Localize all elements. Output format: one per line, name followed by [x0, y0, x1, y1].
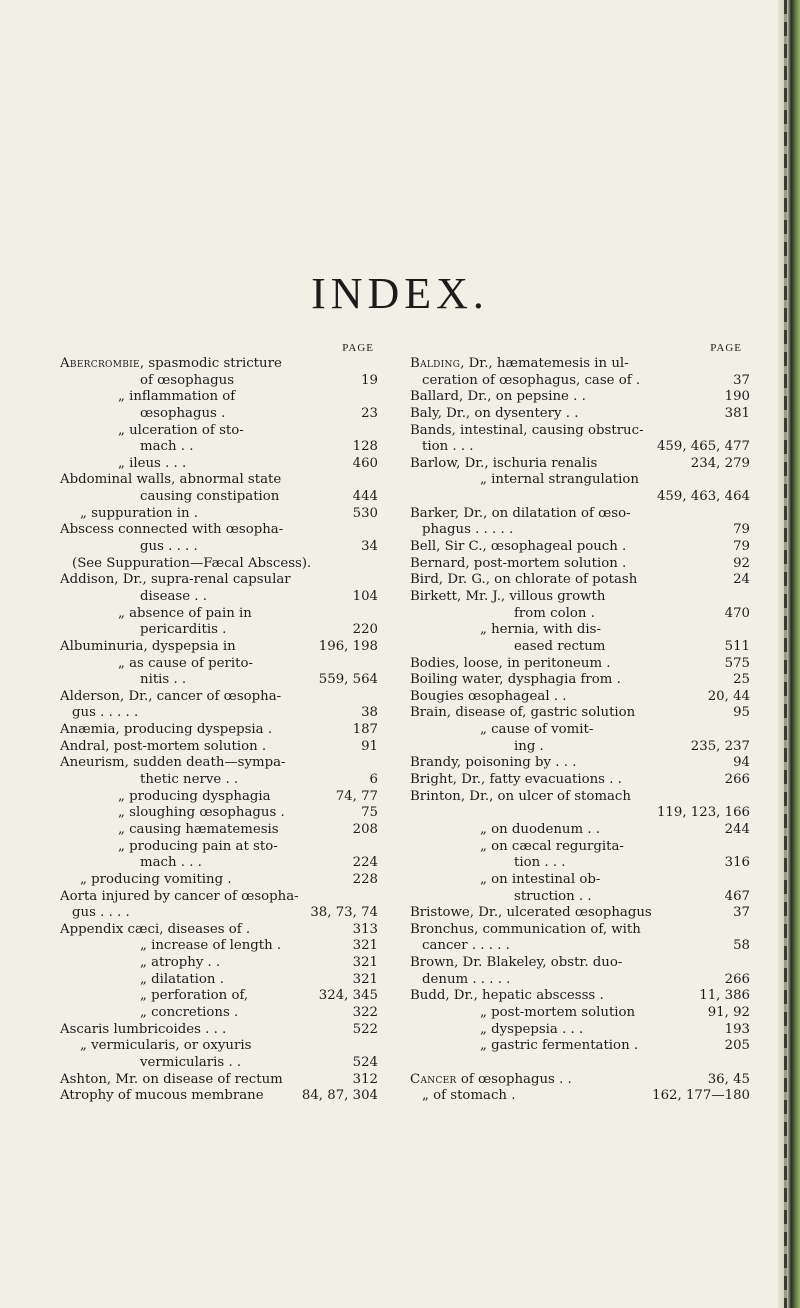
entry-text: Abdominal walls, abnormal state: [60, 472, 282, 488]
index-entry: [410, 656, 750, 673]
index-entry: [410, 722, 750, 739]
index-entry: [60, 755, 378, 772]
entry-text: ing .: [514, 738, 544, 754]
entry-text: Aneurism, sudden death—sympa-: [60, 755, 286, 771]
entry-text: „ suppuration in .: [80, 505, 199, 521]
index-entry: [60, 889, 378, 906]
entry-text: Bands, intestinal, causing obstruc-: [410, 422, 644, 438]
index-entry: [60, 406, 378, 423]
index-entry: [60, 705, 378, 722]
left-entries: [60, 356, 378, 1105]
entry-page-number: 104: [352, 588, 378, 604]
entry-text: disease . .: [140, 588, 207, 604]
entry-page-number: 460: [352, 455, 378, 471]
entry-text: Bronchus, communication of, with: [410, 921, 641, 937]
index-entry: [410, 905, 750, 922]
index-entry: [410, 606, 750, 623]
entry-page-number: 34: [361, 539, 378, 555]
entry-page-number: 94: [733, 755, 750, 771]
index-entry: [410, 889, 750, 906]
index-entry: [60, 656, 378, 673]
entry-text: Alderson, Dr., cancer of œsopha-: [60, 688, 282, 704]
entry-text: tion . . .: [422, 439, 474, 455]
index-entry: [60, 572, 378, 589]
index-entry: [410, 373, 750, 390]
entry-text: Abscess connected with œsopha-: [60, 522, 284, 538]
entry-text: Bell, Sir C., œsophageal pouch .: [410, 539, 627, 555]
index-entry: [410, 772, 750, 789]
entry-text: „ internal strangulation: [480, 472, 639, 488]
index-entry: [410, 539, 750, 556]
index-entry: [410, 522, 750, 539]
index-entry: [410, 872, 750, 889]
entry-text: „ of stomach .: [422, 1088, 516, 1104]
entry-text: of œsophagus: [140, 372, 235, 388]
entry-text: Barker, Dr., on dilatation of œso-: [410, 505, 631, 521]
entry-text: Brandy, poisoning by . . .: [410, 755, 577, 771]
entry-text: Cancer of œsophagus . .: [410, 1071, 572, 1087]
index-entry: [410, 922, 750, 939]
index-entry: [410, 1072, 750, 1089]
index-entry: [60, 489, 378, 506]
entry-text: gus . . . .: [72, 905, 130, 921]
entry-text: „ ileus . . .: [118, 455, 187, 471]
index-entry: [60, 522, 378, 539]
entry-page-number: 313: [352, 921, 378, 937]
entry-text: Ascaris lumbricoides . . .: [60, 1021, 227, 1037]
index-entry: [410, 988, 750, 1005]
index-entry: [410, 805, 750, 822]
index-entry: [60, 439, 378, 456]
entry-text: Addison, Dr., supra-renal capsular: [60, 572, 291, 588]
index-entry: [60, 905, 378, 922]
index-entry: [410, 639, 750, 656]
index-entry: [60, 872, 378, 889]
entry-text: causing constipation: [140, 489, 280, 505]
index-entry: [410, 622, 750, 639]
entry-text: „ increase of length .: [140, 938, 282, 954]
index-entry: [410, 855, 750, 872]
entry-text: „ producing dysphagia: [118, 788, 271, 804]
entry-page-number: 190: [724, 389, 750, 405]
index-entry: [410, 356, 750, 373]
entry-page-number: 91, 92: [707, 1004, 750, 1020]
index-entry: [410, 406, 750, 423]
entry-text: Bodies, loose, in peritoneum .: [410, 655, 611, 671]
entry-page-number: 38, 73, 74: [310, 905, 378, 921]
entry-text: Balding, Dr., hæmatemesis in ul-: [410, 356, 629, 371]
entry-text: Ashton, Mr. on disease of rectum: [60, 1071, 283, 1087]
entry-page-number: 128: [352, 439, 378, 455]
entry-page-number: 74, 77: [335, 788, 378, 804]
page-title: INDEX.: [311, 269, 489, 318]
entry-text: Birkett, Mr. J., villous growth: [410, 588, 606, 604]
entry-page-number: 322: [352, 1004, 378, 1020]
entry-text: Bristowe, Dr., ulcerated œsophagus: [410, 905, 652, 921]
entry-text: Barlow, Dr., ischuria renalis: [410, 455, 598, 471]
index-entry: [60, 356, 378, 373]
entry-text: from colon .: [514, 605, 595, 621]
entry-text: vermicularis . .: [140, 1054, 242, 1070]
entry-text: nitis . .: [140, 672, 187, 688]
index-entry: [60, 789, 378, 806]
entry-text: Bright, Dr., fatty evacuations . .: [410, 772, 622, 788]
entry-text: Brinton, Dr., on ulcer of stomach: [410, 788, 631, 804]
entry-text: „ dyspepsia . . .: [480, 1021, 584, 1037]
index-entry: [410, 755, 750, 772]
entry-text: gus . . . .: [140, 539, 198, 555]
index-entry: [60, 855, 378, 872]
entry-text: Albuminuria, dyspepsia in: [60, 638, 236, 654]
index-entry: [60, 639, 378, 656]
entry-page-number: 79: [733, 522, 750, 538]
entry-text: „ absence of pain in: [118, 605, 252, 621]
entry-text: (See Suppuration—Fæcal Abscess).: [72, 555, 312, 571]
index-entry: [410, 672, 750, 689]
entry-page-number: 25: [733, 672, 750, 688]
index-entry: [410, 506, 750, 523]
entry-text: Brain, disease of, gastric solution: [410, 705, 636, 721]
entry-page-number: 321: [352, 971, 378, 987]
index-entry: [60, 1005, 378, 1022]
entry-page-number: 511: [724, 638, 750, 654]
entry-text: Atrophy of mucous membrane: [60, 1088, 264, 1104]
index-entry: [410, 1005, 750, 1022]
entry-page-number: 524: [352, 1054, 378, 1070]
index-entry: [60, 938, 378, 955]
entry-text: thetic nerve . .: [140, 772, 239, 788]
entry-text: „ causing hæmatemesis: [118, 821, 279, 837]
index-entry: [60, 423, 378, 440]
entry-page-number: 11, 386: [699, 988, 750, 1004]
entry-page-number: 575: [724, 655, 750, 671]
index-entry: [60, 689, 378, 706]
entry-text: „ hernia, with dis-: [480, 622, 601, 638]
index-entry: [410, 389, 750, 406]
index-entry: [410, 1055, 750, 1072]
entry-page-number: 91: [361, 738, 378, 754]
entry-page-number: 381: [724, 405, 750, 421]
index-entry: [60, 556, 378, 573]
index-entry: [60, 456, 378, 473]
entry-page-number: 470: [724, 605, 750, 621]
entry-page-number: 234, 279: [690, 455, 750, 471]
index-entry: [410, 789, 750, 806]
entry-headword: Abercrombie: [60, 356, 140, 371]
entry-text: „ dilatation .: [140, 971, 224, 987]
entry-page-number: 266: [724, 772, 750, 788]
entry-page-number: 193: [724, 1021, 750, 1037]
index-entry: [60, 389, 378, 406]
entry-page-number: 244: [724, 821, 750, 837]
index-entry: [410, 589, 750, 606]
entry-page-number: 266: [724, 971, 750, 987]
entry-text: gus . . . . .: [72, 705, 139, 721]
entry-page-number: 37: [733, 905, 750, 921]
entry-text: „ sloughing œsophagus .: [118, 805, 285, 821]
index-entry: [60, 739, 378, 756]
entry-page-number: 37: [733, 372, 750, 388]
entry-text: „ producing pain at sto-: [118, 838, 278, 854]
page-column-label: PAGE: [710, 342, 742, 354]
index-entry: [60, 988, 378, 1005]
index-entry: [410, 955, 750, 972]
index-entry: [410, 1088, 750, 1105]
entry-page-number: 19: [361, 372, 378, 388]
index-entry: [410, 839, 750, 856]
left-column: [60, 340, 378, 1105]
entry-text: tion . . .: [514, 855, 566, 871]
index-entry: [410, 739, 750, 756]
index-entry: [410, 456, 750, 473]
entry-text: „ on intestinal ob-: [480, 871, 601, 887]
entry-page-number: 187: [352, 722, 378, 738]
entry-text: mach . .: [140, 439, 194, 455]
index-entry: [410, 423, 750, 440]
index-entry: [60, 955, 378, 972]
entry-text: ceration of œsophagus, case of .: [422, 372, 641, 388]
entry-text: phagus . . . . .: [422, 522, 514, 538]
index-entry: [60, 373, 378, 390]
index-entry: [410, 439, 750, 456]
entry-page-number: 530: [352, 505, 378, 521]
entry-page-number: 467: [724, 888, 750, 904]
entry-page-number: 459, 463, 464: [656, 489, 750, 505]
entry-text: Anæmia, producing dyspepsia .: [60, 722, 273, 738]
entry-text: Abercrombie, spasmodic stricture: [60, 356, 282, 371]
entry-headword: Cancer: [410, 1071, 457, 1087]
entry-text: Bird, Dr. G., on chlorate of potash: [410, 572, 638, 588]
entry-page-number: 321: [352, 955, 378, 971]
entry-page-number: 119, 123, 166: [656, 805, 750, 821]
entry-text: pericarditis .: [140, 622, 227, 638]
entry-text: eased rectum: [514, 638, 606, 654]
entry-text: œsophagus .: [140, 405, 226, 421]
entry-page-number: 38: [361, 705, 378, 721]
entry-text: mach . . .: [140, 855, 202, 871]
entry-page-number: 459, 465, 477: [656, 439, 750, 455]
entry-page-number: 316: [724, 855, 750, 871]
entry-text: „ ulceration of sto-: [118, 422, 244, 438]
entry-text: denum . . . . .: [422, 971, 511, 987]
entry-page-number: 324, 345: [318, 988, 378, 1004]
index-entry: [60, 606, 378, 623]
index-entry: [410, 689, 750, 706]
index-entry: [60, 589, 378, 606]
index-entry: [60, 722, 378, 739]
index-entry: [60, 972, 378, 989]
entry-text: „ cause of vomit-: [480, 722, 594, 738]
entry-text: „ on cæcal regurgita-: [480, 838, 624, 854]
entry-page-number: 6: [369, 772, 378, 788]
index-entry: [60, 822, 378, 839]
entry-text: „ perforation of,: [140, 988, 249, 1004]
index-entry: [60, 1055, 378, 1072]
entry-text: Baly, Dr., on dysentery . .: [410, 405, 579, 421]
index-entry: [410, 972, 750, 989]
entry-text: „ atrophy . .: [140, 955, 221, 971]
index-entry: [410, 556, 750, 573]
right-entries: [410, 356, 750, 1105]
entry-headword: Balding: [410, 356, 461, 371]
entry-text: Aorta injured by cancer of œsopha-: [60, 888, 299, 904]
entry-page-number: 58: [733, 938, 750, 954]
entry-page-number: 444: [352, 489, 378, 505]
index-entry: [410, 572, 750, 589]
entry-page-number: 235, 237: [690, 738, 750, 754]
index-entry: [410, 938, 750, 955]
entry-text: Bernard, post-mortem solution .: [410, 555, 627, 571]
entry-page-number: 75: [361, 805, 378, 821]
entry-page-number: 321: [352, 938, 378, 954]
index-entry: [60, 672, 378, 689]
index-entry: [60, 472, 378, 489]
entry-text: Budd, Dr., hepatic abscesss .: [410, 988, 604, 1004]
entry-page-number: 95: [733, 705, 750, 721]
entry-page-number: 79: [733, 539, 750, 555]
index-entry: [410, 1038, 750, 1055]
entry-text: Bougies œsophageal . .: [410, 688, 567, 704]
index-entry: [60, 1038, 378, 1055]
entry-text: struction . .: [514, 888, 592, 904]
entry-text: „ as cause of perito-: [118, 655, 253, 671]
entry-page-number: 224: [352, 855, 378, 871]
entry-text: „ inflammation of: [118, 389, 236, 405]
index-entry: [60, 539, 378, 556]
entry-page-number: 84, 87, 304: [301, 1088, 378, 1104]
entry-page-number: 162, 177—180: [652, 1088, 750, 1104]
index-entry: [410, 1022, 750, 1039]
index-entry: [60, 805, 378, 822]
index-entry: [60, 922, 378, 939]
entry-page-number: 23: [361, 405, 378, 421]
index-entry: [60, 1072, 378, 1089]
entry-page-number: 24: [733, 572, 750, 588]
entry-text: „ gastric fermentation .: [480, 1038, 639, 1054]
entry-page-number: 92: [733, 555, 750, 571]
index-entry: [60, 506, 378, 523]
entry-text: Ballard, Dr., on pepsine . .: [410, 389, 586, 405]
entry-page-number: 20, 44: [707, 688, 750, 704]
entry-text: „ on duodenum . .: [480, 821, 601, 837]
index-entry: [60, 1022, 378, 1039]
entry-text: „ post-mortem solution: [480, 1004, 636, 1020]
entry-page-number: 522: [352, 1021, 378, 1037]
index-entry: [60, 622, 378, 639]
page-column-label: PAGE: [342, 342, 374, 354]
entry-page-number: 196, 198: [318, 638, 378, 654]
entry-text: „ concretions .: [140, 1004, 239, 1020]
index-entry: [410, 822, 750, 839]
entry-page-number: 312: [352, 1071, 378, 1087]
right-column: [410, 340, 750, 1105]
entry-text: „ producing vomiting .: [80, 871, 232, 887]
entry-text: Andral, post-mortem solution .: [60, 738, 267, 754]
entry-text: Appendix cæci, diseases of .: [60, 921, 251, 937]
index-entry: [60, 839, 378, 856]
entry-page-number: 228: [352, 871, 378, 887]
entry-text: Boiling water, dysphagia from .: [410, 672, 621, 688]
index-entry: [60, 1088, 378, 1105]
entry-page-number: 220: [352, 622, 378, 638]
entry-page-number: 36, 45: [707, 1071, 750, 1087]
index-entry: [410, 705, 750, 722]
entry-page-number: 559, 564: [318, 672, 378, 688]
index-entry: [410, 489, 750, 506]
entry-text: cancer . . . . .: [422, 938, 510, 954]
page-edge: [778, 0, 800, 1308]
entry-page-number: 205: [724, 1038, 750, 1054]
entry-text: „ vermicularis, or oxyuris: [80, 1038, 252, 1054]
index-entry: [410, 472, 750, 489]
index-entry: [60, 772, 378, 789]
entry-text: Brown, Dr. Blakeley, obstr. duo-: [410, 955, 623, 971]
entry-page-number: 208: [352, 821, 378, 837]
